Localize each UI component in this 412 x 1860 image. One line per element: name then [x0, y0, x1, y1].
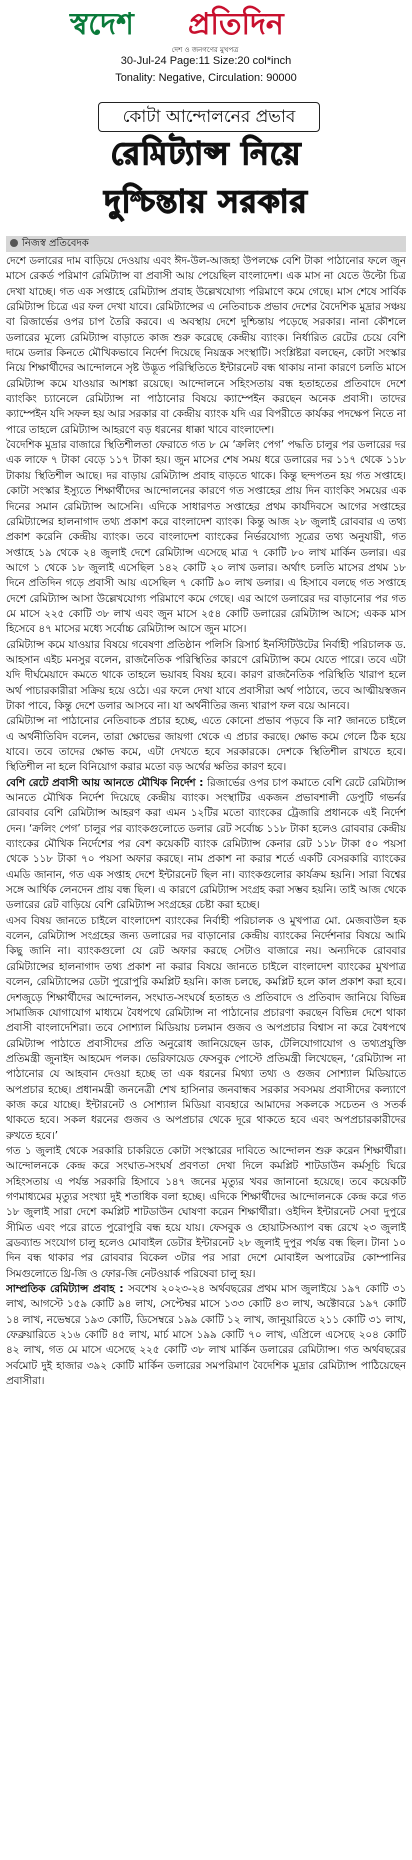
article-kicker: কোটা আন্দোলনের প্রভাব: [98, 102, 320, 132]
headline-line-2: দুশ্চিন্তায় সরকার: [104, 184, 308, 220]
paragraph: এসব বিষয় জানতে চাইলে বাংলাদেশ ব্যাংকের নির্বাহী পরিচালক ও মুখপাত্র মো. মেজবাউল হক বলেন, রেমিট্যান্স সংগ্রহের জন্য ডলারের দর বাড়ানোর কেন্দ্রীয় ব্যাংকের নির্দেশনার বিষয়ে আমি কিছু জানি না। ব্যাংকগুলো যে রেট অফার করছে সেটাও বাজারে নয়। অন্যদিকে রোববার রেমিট্যান্সের হালনাগাদ তথ্য প্রকাশ না করার বিষয়ে জানতে চাইলে বাংলাদেশ ব্যাংকের মুখপাত্র বলেন, রেমিট্যান্সের ডেটা পুরোপুরি কমপ্লিট হয়নি। কাজ চলছে, কমপ্লিট হলে কাল প্রকাশ করা হবে। দেশজুড়ে শিক্ষার্থীদের আন্দোলন, সংঘাত-সংঘর্ষে হতাহত ও প্রতিবাদে ও প্রতিবাদ জানিয়ে বিভিন্ন সামাজিক যোগাযোগ মাধ্যমে বৈধপথে রেমিট্যান্স না পাঠানোর প্রচারণা করছেন বিভিন্ন দেশে থাকা প্রবাসী বাংলাদেশিরা। তবে সোশ্যাল মিডিয়ায় চলমান গুজব ও অপপ্রচার বিশ্বাস না করে বৈধপথে রেমিট্যান্স পাঠাতে প্রবাসীদের প্রতি অনুরোধ জানিয়েছেন ডাক, টেলিযোগাযোগ ও তথ্যপ্রযুক্তি প্রতিমন্ত্রী জুনাইদ আহমেদ পলক। ভেরিফায়েড ফেসবুক পোস্টে প্রতিমন্ত্রী লিখেছেন, ‘রেমিট্যান্স না পাঠানোর যে আহবান দেওয়া হচ্ছে তা এক ধরনের মিথ্যা তথ্য ও গুজব সোশ্যাল মিডিয়াতে অপপ্রচার হচ্ছে। প্রধানমন্ত্রী জননেত্রী শেখ হাসিনার জনবান্ধব সরকার সবসময় প্রবাসীদের কল্যাণে কাজ করে যাচ্ছে। ইন্টারনেট ও সোশ্যাল মিডিয়া ব্যবহারে আমাদের সকলকে সচেতন ও সতর্ক থাকতে হবে। সকল ধরনের গুজব ও অপপ্রচার থেকে দূরে থাকতে হবে এবং অপপ্রচারকারীদের রুখতে হবে।’: [6, 914, 406, 1142]
byline: [6, 236, 406, 252]
paragraph-with-subhead: [6, 776, 406, 914]
paragraph-text: সবশেষ ২০২৩-২৪ অর্থবছরের প্রথম মাস জুলাইয়ে ১৯৭ কোটি ৩১ লাখ, আগস্টে ১৫৯ কোটি ৯৪ লাখ, সেপ্টেম্বর মাসে ১৩৩ কোটি ৪৩ লাখ, অক্টোবরে ১৯৭ কোটি ১৪ লাখ, নভেম্বরে ১৯৩ কোটি, ডিসেম্বরে ১৯৯ কোটি ১২ লাখ, জানুয়ারিতে ২১১ কোটি ৩১ লাখ, ফেব্রুয়ারিতে ২১৬ কোটি ৪৫ লাখ, মার্চ মাসে ১৯৯ কোটি ৭০ লাখ, এপ্রিলে এসেছে ২০৪ কোটি ৪২ লাখ, গত মে মাসে এসেছে ২২৫ কোটি ৩৮ লাখ মার্কিন ডলারের রেমিট্যান্স। গত অর্থবছরের সর্বমোট দুই হাজার ৩৯২ কোটি মার্কিন ডলারের সমপরিমাণ বৈদেশিক মুদ্রার রেমিট্যান্স পাঠিয়েছেন প্রবাসীরা।: [6, 1283, 406, 1388]
newspaper-logo: [70, 8, 360, 42]
logo-right-word: প্রতিদিন: [188, 7, 284, 42]
paragraph-with-subhead: [6, 1282, 406, 1389]
paragraph: গত ১ জুলাই থেকে সরকারি চাকরিতে কোটা সংস্কারের দাবিতে আন্দোলন শুরু করেন শিক্ষার্থীরা। আন্দোলনকে কেন্দ্র করে সংঘাত-সংঘর্ষ প্রবণতা দেখা দিলে কমপ্লিট শাটডাউন কর্মসূচি ঘিরে সহিংসতায় এ পর্যন্ত সরকারি হিসাবে ১৪৭ জনের মৃত্যুর খবর জানানো হয়েছে। তবে কয়েকটি গণমাধ্যমের মৃত্যুর সংখ্যা দুই শতাধিক বলা হচ্ছে। এদিকে শিক্ষার্থীদের আন্দোলনকে কেন্দ্র করে গত ১৮ জুলাই সারা দেশে কমপ্লিট শাটডাউন ঘোষণা করেন শিক্ষার্থীরা। ওইদিন ইন্টারনেট সেবা দুপুরে সীমিত এবং পরে রাতে পুরোপুরি বন্ধ হয়ে যায়। ফেসবুক ও হোয়াটসঅ্যাপ বন্ধ রেখে ২৩ জুলাই ব্রডব্যান্ড সংযোগ চালু হলেও মোবাইল ডেটার ইন্টারনেট ২৮ জুলাই দুপুর পর্যন্ত বন্ধ ছিল। টানা ১০ দিন বন্ধ থাকার পর রোববার বিকেল ৩টার পর সারা দেশে মোবাইল অপারেটর কোম্পানির সিমগুলোতে থ্রি-জি ও ফোর-জি নেটওয়ার্ক পরিষেবা চালু হয়।: [6, 1144, 406, 1280]
article-body: [6, 254, 406, 1854]
bullet-icon: [10, 239, 18, 247]
masthead: [0, 0, 412, 100]
clipping-meta-tonality: Tonality: Negative, Circulation: 90000: [115, 72, 297, 84]
paragraph: বৈদেশিক মুদ্রার বাজারে স্থিতিশীলতা ফেরাতে গত ৮ মে ‘ক্রলিং পেগ’ পদ্ধতি চালুর পর ডলারের দর এক লাফে ৭ টাকা বেড়ে ১১৭ টাকা হয়। জুন মাসের শেষ সময় ধরে ডলারের দর ১১৭ থেকে ১১৮ টাকায় স্থিতিশীল আছে। দর বাড়ায় রেমিট্যান্স প্রবাহ বাড়তে থাকে। কিন্তু ছন্দপতন হয় গত সপ্তাহে। কোটা সংস্কার ইস্যুতে শিক্ষার্থীদের আন্দোলনের কারণে গত সপ্তাহের প্রায় দিন ব্যাংকিং সময়ের এক দিনের সমান রেমিট্যান্স আসেনি। এদিকে সাধারণত সপ্তাহের প্রথম কার্যদিবসে আগের সপ্তাহের রেমিট্যান্সের হালনাগাদ তথ্য প্রকাশ করে বাংলাদেশ ব্যাংক। কিন্তু আজ ২৮ জুলাই রোববার এ তথ্য প্রকাশ করেনি কেন্দ্রীয় ব্যাংক। তবে বাংলাদেশ ব্যাংকের নির্ভরযোগ্য সূত্রের তথ্য অনুযায়ী, গত সপ্তাহে ১৯ থেকে ২৪ জুলাই দেশে রেমিট্যান্স এসেছে মাত্র ৭ কোটি ৮০ লাখ মার্কিন ডলার। এর আগে ১ থেকে ১৮ জুলাই এসেছিল ১৪২ কোটি ২০ লাখ ডলার। অর্থাৎ চলতি মাসের প্রথম ১৮ দিনে প্রতিদিন গড়ে প্রবাসী আয় এসেছিল ৭ কোটি ৯০ লাখ ডলার। এ হিসাবে বলছে গত সপ্তাহে দেশে রেমিট্যান্স আসা উল্লেখযোগ্য পরিমাণে কমে গেছে। এর আগে ডলারের দর বাড়ানোর পর গত মে মাসে ২২৫ কোটি ৩৮ লাখ এবং জুন মাসে ২৫৪ কোটি ডলারের রেমিট্যান্স আসে; একক মাস হিসেবে ৪৭ মাসের মধ্যে সর্বোচ্চ রেমিট্যান্স আসে জুন মাসে।: [6, 439, 406, 636]
paragraph: রেমিট্যান্স কমে যাওয়ার বিষয়ে গবেষণা প্রতিষ্ঠান পলিসি রিসার্চ ইনস্টিটিউটের নির্বাহী পরিচালক ড. আহসান এইচ মনসুর বলেন, রাজনৈতিক পরিস্থিতির কারণে রেমিট্যান্স কমে যেতে পারে। তবে এটা যদি দীর্ঘমেয়াদে কমতে থাকে তাহলে ভয়াবহ বিষয় হবে। কারণ রাজনৈতিক পরিস্থিতি খারাপ হলে অর্থ পাচারকারীরা সক্রিয় হয়ে ওঠে। এর ফলে দেখা যাবে প্রবাসীরা অর্থ পাঠাবে, তবে আত্মীয়স্বজন টাকা পাবে, কিন্তু দেশে ডলার আসবে না। যা অর্থনীতির জন্য খারাপ ফল বয়ে আনবে।: [6, 638, 406, 712]
clipping-meta-date-page: 30-Jul-24 Page:11 Size:20 col*inch: [120, 55, 292, 67]
subhead: বেশি রেটে প্রবাসী আয় আনতে মৌখিক নির্দেশ :: [6, 776, 208, 789]
byline-text: নিজস্ব প্রতিবেদক: [22, 238, 89, 249]
newspaper-tagline: দেশ ও জনগণের মুখপত্র: [171, 46, 239, 54]
paragraph: রেমিট্যান্স না পাঠানোর নেতিবাচক প্রচার হচ্ছে, এতে কোনো প্রভাব পড়বে কি না? জানতে চাইলে এ অর্থনীতিবিদ বলেন, তারা ক্ষোভের জায়গা থেকে এ প্রচার করছে। ক্ষোভ কমে গেলে ঠিক হয়ে যাবে। তবে তাদের ক্ষোভ কমে, এটা দেখতে হবে সরকারকে। দেশকে স্থিতিশীল রাখতে হবে। স্থিতিশীল না হলে বিনিয়োগ করার মতো বড় অর্থের ক্ষতির কারণ হবে।: [6, 715, 406, 774]
paragraph: দেশে ডলারের দাম বাড়িয়ে দেওয়ায় এবং ঈদ-উল-আজহা উপলক্ষে বেশি টাকা পাঠানোর ফলে জুন মাসে রেকর্ড পরিমাণ রেমিট্যান্স বা প্রবাসী আয় পেয়েছিল বাংলাদেশ। এক মাস না যেতে উল্টো চিত্র দেখা যাচ্ছে। গত এক সপ্তাহে রেমিট্যান্স প্রবাহ উল্লেখযোগ্য পরিমাণে কমে গেছে। মাস শেষে সার্বিক রেমিট্যান্স চিত্রে এর ফল দেখা যাবে। রেমিট্যান্সের এ নেতিবাচক প্রভাব দেশের বৈদেশিক মুদ্রার সঞ্চয় বা রিজার্ভের ওপর চাপ তৈরি করবে। এ অবস্থায় দেশে দুশ্চিন্তায় পড়েছে সরকার। নানা কৌশলে ডলারের মূল্যে রেমিট্যান্স বাড়াতে কাজ শুরু করেছে কেন্দ্রীয় ব্যাংক। নির্ধারিত রেটের চেয়ে বেশি দামে ডলার কিনতে মৌখিকভাবে নির্দেশ দিয়েছে নিয়ন্ত্রক সংস্থাটি। সংশ্লিষ্টরা বলছেন, কোটা সংস্কার নিয়ে শিক্ষার্থীদের আন্দোলনে সৃষ্ট উদ্ভূত পরিস্থিতিতে ইন্টারনেট বন্ধ থাকায় নানা কারণে চলতি মাসে রেমিট্যান্স কমে যাওয়ার আশঙ্কা রয়েছে। আন্দোলনে সহিংসতায় বন্ধ হতাহতের প্রতিবাদে দেশে ব্যাংকিং চ্যানেলে রেমিট্যান্স না পাঠানোর বিষয়ে ক্যাম্পেইন করছেন অনেক প্রবাসী। তাদের ক্যাম্পেইন যদি সফল হয় আর সরকার বা কেন্দ্রীয় ব্যাংক যদি এর বিপরীতে কার্যকর পদক্ষেপ নিতে না পারে তাহলে রেমিট্যান্স আহরণে বড় ধরনের ধাক্কা খাবে বাংলাদেশ।: [6, 255, 406, 436]
subhead: সাম্প্রতিক রেমিট্যান্স প্রবাহ :: [6, 1283, 129, 1296]
headline-line-1: রেমিট্যান্স নিয়ে: [110, 136, 302, 172]
paragraph-text: রিজার্ভের ওপর চাপ কমাতে বেশি রেটে রেমিট্যান্স আনতে মৌখিক নির্দেশ দিয়েছে কেন্দ্রীয় ব্যাংক। সংস্থাটির একজন প্রভাবশালী ডেপুটি গভর্নর রোববার বেশি রেমিট্যান্স আহরণ করা এমন ১২টির মতো ব্যাংকের ট্রেজারি প্রধানকে এই নির্দেশ দেন। ‘ক্রলিং পেগ’ চালুর পর ব্যাংকগুলোতে ডলার রেট সর্বোচ্চ ১১৮ টাকা হলেও রোববার কেন্দ্রীয় ব্যাংকের মৌখিক নির্দেশের পর বেশ কয়েকটি ব্যাংক রেমিট্যান্স কেনার রেট ১১৮ টাকা ৫০ পয়সা থেকে ১১৮ টাকা ৭০ পয়সা অফার করছে। নাম প্রকাশ না করার শর্তে একটি বেসরকারি ব্যাংকের এমডি জানান, গত এক সপ্তাহ দেশে ইন্টারনেট ছিল না। ব্যাংকগুলোর কার্যক্রম হয়নি। সারা বিশ্বের সঙ্গে আর্থিক লেনদেন প্রায় বন্ধ ছিল। এ কারণে রেমিট্যান্স সংগ্রহ করা সম্ভব হয়নি। তাই আজ থেকে ডলারের রেট বাড়িয়ে বেশি রেমিট্যান্স সংগ্রহের চেষ্টা করা হচ্ছে।: [6, 776, 406, 912]
logo-left-word: স্বদেশ: [70, 7, 134, 42]
